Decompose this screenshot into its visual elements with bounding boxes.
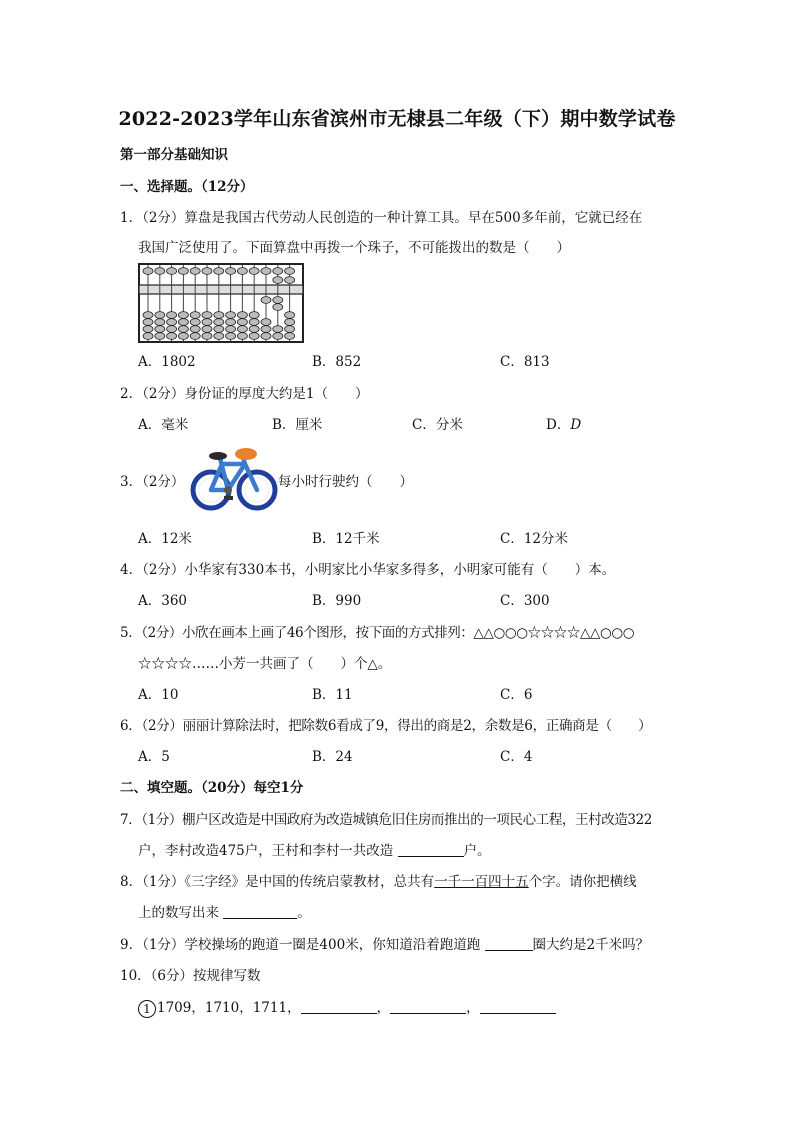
q5-option-c[interactable]: C．6 [500, 687, 533, 703]
q2-option-d-label: D． [546, 417, 571, 433]
q2-option-d-italic: D [570, 417, 582, 433]
q9-answer-blank[interactable] [485, 936, 533, 951]
q8-answer-blank[interactable] [223, 904, 297, 919]
q9-text-b: 圈大约是2千米吗？ [532, 937, 650, 953]
section-choice-heading: 一、选择题。（12分） [120, 179, 254, 195]
q6-option-a[interactable]: A．5 [138, 749, 170, 765]
q3-option-a[interactable]: A．12米 [138, 531, 192, 547]
q7-line2 [138, 842, 491, 860]
q8-line2-end: 。 [297, 905, 311, 921]
q10-blank-2[interactable] [390, 999, 466, 1014]
q4-option-a[interactable]: A．360 [138, 593, 188, 609]
q7-answer-blank[interactable] [398, 842, 464, 857]
q5-option-b[interactable]: B．11 [312, 687, 353, 703]
q9-text [120, 936, 649, 954]
q2-option-c[interactable]: C．分米 [412, 417, 463, 433]
q3-option-c[interactable]: C．12分米 [500, 531, 569, 547]
q1-option-c[interactable]: C．813 [500, 354, 550, 370]
q2-option-b[interactable]: B．厘米 [272, 417, 323, 433]
q10-blank-3[interactable] [480, 999, 556, 1014]
q7-line1: 7．（1分）棚户区改造是中国政府为改造城镇危旧住房而推出的一项民心工程，王村改造322 [120, 812, 652, 828]
q6-option-b[interactable]: B．24 [312, 749, 353, 765]
q5-line1: 5．（2分）小欣在画本上画了46个图形，按下面的方式排列：△△○○○☆☆☆☆△△○○○ [120, 625, 635, 641]
q4-text: 4．（2分）小华家有330本书，小明家比小华家多得多，小明家可能有（ ）本。 [120, 562, 616, 578]
q8-line1 [120, 873, 637, 891]
q1-option-a[interactable]: A．1802 [138, 354, 196, 370]
q5-option-a[interactable]: A．10 [138, 687, 179, 703]
q8-line2 [138, 904, 311, 922]
part-heading: 第一部分基础知识 [120, 147, 228, 163]
circled-number-one: 1 [138, 1000, 156, 1018]
q9-text-a: 9．（1分）学校操场的跑道一圈是400米，你知道沿着跑道跑 [120, 937, 485, 953]
abacus-image [138, 263, 304, 343]
q3-prefix: 3．（2分） [120, 474, 185, 490]
q10-sep-2: ， [466, 1000, 480, 1016]
q5-line2: ☆☆☆☆……小芳一共画了（ ）个△。 [138, 656, 392, 672]
q2-option-d[interactable] [546, 416, 581, 434]
q8-line1-end: 个字。请你把横线 [528, 874, 637, 890]
q10-sep-1: ， [376, 1000, 391, 1016]
q3-option-b[interactable]: B．12千米 [312, 531, 380, 547]
q7-line2-text: 户，李村改造475户，王村和李村一共改造 [138, 843, 398, 859]
q4-option-c[interactable]: C．300 [500, 593, 550, 609]
q1-line1: 1．（2分）算盘是我国古代劳动人民创造的一种计算工具。早在500多年前，它就已经在 [120, 210, 643, 226]
q7-line2-end: 户。 [463, 843, 491, 859]
section-fill-heading: 二、填空题。（20分）每空1分 [120, 780, 304, 796]
q1-option-b[interactable]: B．852 [312, 354, 362, 370]
q10-seq-values: 1709，1710，1711， [157, 1000, 301, 1016]
q3-suffix: 每小时行驶约（ ） [278, 474, 413, 490]
q4-option-b[interactable]: B．990 [312, 593, 362, 609]
q8-line2-text: 上的数写出来 [138, 905, 224, 921]
q6-text: 6．（2分）丽丽计算除法时，把除数6看成了9，得出的商是2，余数是6，正确商是（ ） [120, 718, 652, 734]
bicycle-image [190, 444, 278, 516]
q8-line1-text: 8．（1分）《三字经》是中国的传统启蒙教材，总共有 [120, 874, 435, 890]
q2-text: 2．（2分）身份证的厚度大约是1（ ） [120, 386, 369, 402]
q1-line2: 我国广泛使用了。下面算盘中再拨一个珠子，不可能拨出的数是（ ） [138, 240, 570, 256]
q6-option-c[interactable]: C．4 [500, 749, 533, 765]
q10-blank-1[interactable] [301, 999, 377, 1014]
q8-underlined-number: 一千一百四十五 [434, 874, 529, 890]
q2-option-a[interactable]: A．毫米 [138, 417, 189, 433]
q10-sequence [138, 999, 556, 1018]
page-title: 2022-2023学年山东省滨州市无棣县二年级（下）期中数学试卷 [118, 108, 676, 130]
q10-text: 10．（6分）按规律写数 [120, 968, 261, 984]
